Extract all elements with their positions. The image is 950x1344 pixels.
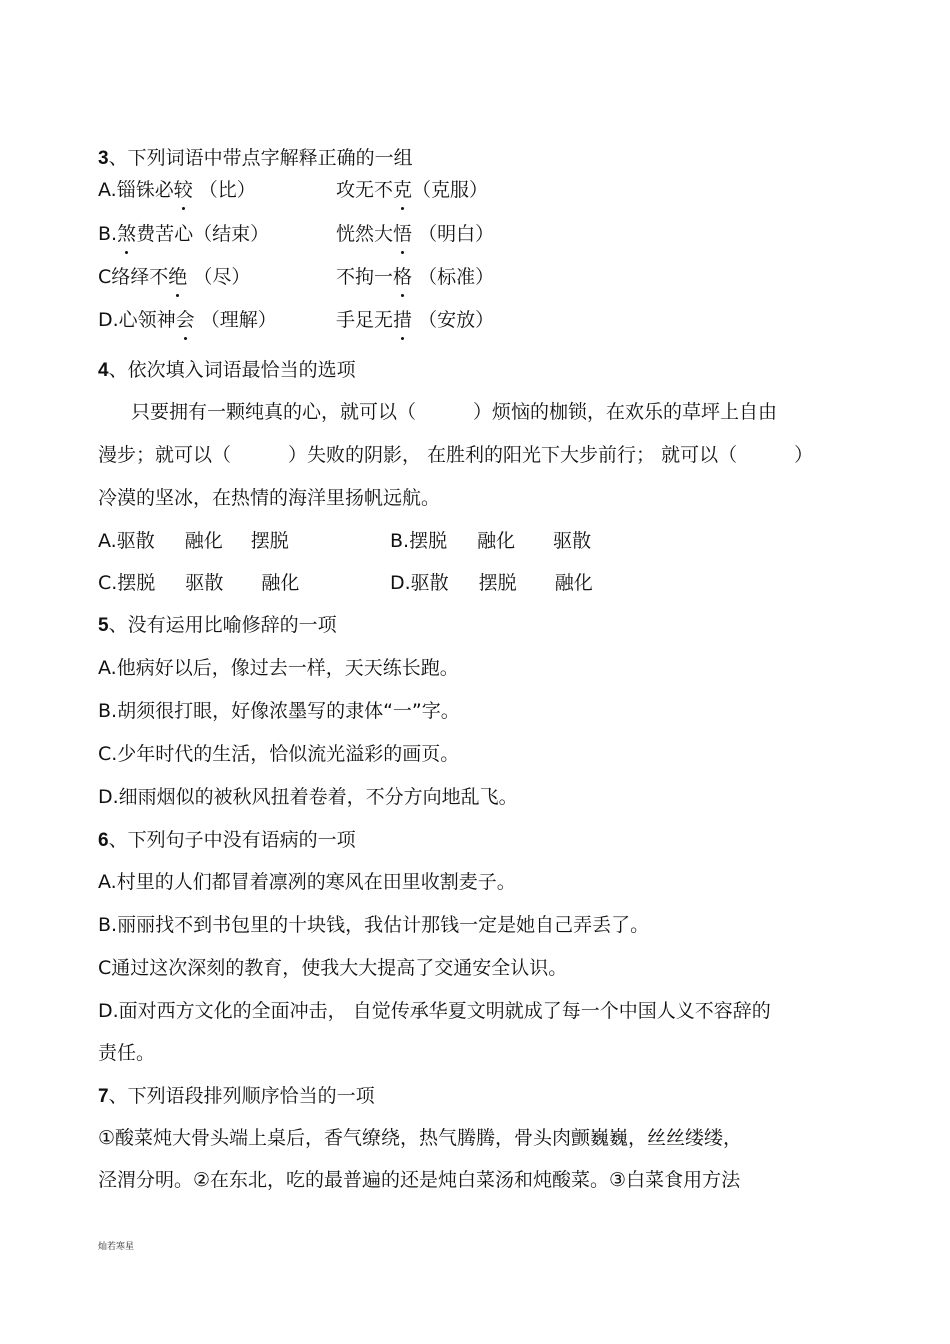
q3-option-a-second: 攻无不克（克服） <box>336 179 489 201</box>
q5-option-c: C.少年时代的生活，恰似流光溢彩的画页。 <box>98 743 460 765</box>
q3-title: 3、下列词语中带点字解释正确的一组 <box>98 147 413 169</box>
q4-passage-line-2: 漫步；就可以（ ）失败的阴影， 在胜利的阳光下大步前行； 就可以（ ） <box>98 444 814 466</box>
q3-option-d: D.心领神会 （理解） <box>98 309 277 331</box>
q5-option-a: A.他病好以后，像过去一样，天天练长跑。 <box>98 657 459 679</box>
q7-passage-line-2: 泾渭分明。②在东北，吃的最普遍的还是炖白菜汤和炖酸菜。③白菜食用方法 <box>98 1169 741 1191</box>
q4-option-a: A.驱散 融化 摆脱 <box>98 530 289 552</box>
q5-title: 5、没有运用比喻修辞的一项 <box>98 614 337 636</box>
q5-option-d: D.细雨烟似的被秋风扭着卷着，不分方向地乱飞。 <box>98 786 518 808</box>
q6-option-d-continued: 责任。 <box>98 1042 156 1064</box>
q4-option-d: D.驱散 摆脱 融化 <box>390 572 593 594</box>
q6-option-d: D.面对西方文化的全面冲击， 自觉传承华夏文明就成了每一个中国人义不容辞的 <box>98 1000 771 1022</box>
q4-passage-line-1: 只要拥有一颗纯真的心，就可以（ ）烦恼的枷锁，在欢乐的草坪上自由 <box>131 401 778 423</box>
page-footer: 灿若寒星 <box>98 1242 135 1252</box>
q6-option-c: C通过这次深刻的教育，使我大大提高了交通安全认识。 <box>98 957 568 979</box>
q3-option-c-second: 不拘一格 （标准） <box>336 266 495 288</box>
q3-option-b: B.煞费苦心（结束） <box>98 223 270 245</box>
q3-option-b-second: 恍然大悟 （明白） <box>336 223 495 245</box>
q6-option-a: A.村里的人们都冒着凛冽的寒风在田里收割麦子。 <box>98 871 516 893</box>
q4-option-b: B.摆脱 融化 驱散 <box>390 530 592 552</box>
q7-passage-line-1: ①酸菜炖大骨头端上桌后，香气缭绕，热气腾腾，骨头肉颤巍巍，丝丝缕缕， <box>98 1127 743 1149</box>
q5-option-b: B.胡须很打眼，好像浓墨写的隶体“一”字。 <box>98 700 460 722</box>
q3-option-d-second: 手足无措 （安放） <box>336 309 495 331</box>
q7-title: 7、下列语段排列顺序恰当的一项 <box>98 1085 375 1107</box>
q4-option-c: C.摆脱 驱散 融化 <box>98 572 300 594</box>
q4-title: 4、依次填入词语最恰当的选项 <box>98 359 356 381</box>
q3-option-c: C络绎不绝 （尽） <box>98 266 251 288</box>
q6-option-b: B.丽丽找不到书包里的十块钱，我估计那钱一定是她自己弄丢了。 <box>98 914 650 936</box>
q3-option-a: A.锱铢必较 （比） <box>98 179 256 201</box>
q4-passage-line-3: 冷漠的坚冰，在热情的海洋里扬帆远航。 <box>98 487 441 509</box>
q6-title: 6、下列句子中没有语病的一项 <box>98 829 356 851</box>
